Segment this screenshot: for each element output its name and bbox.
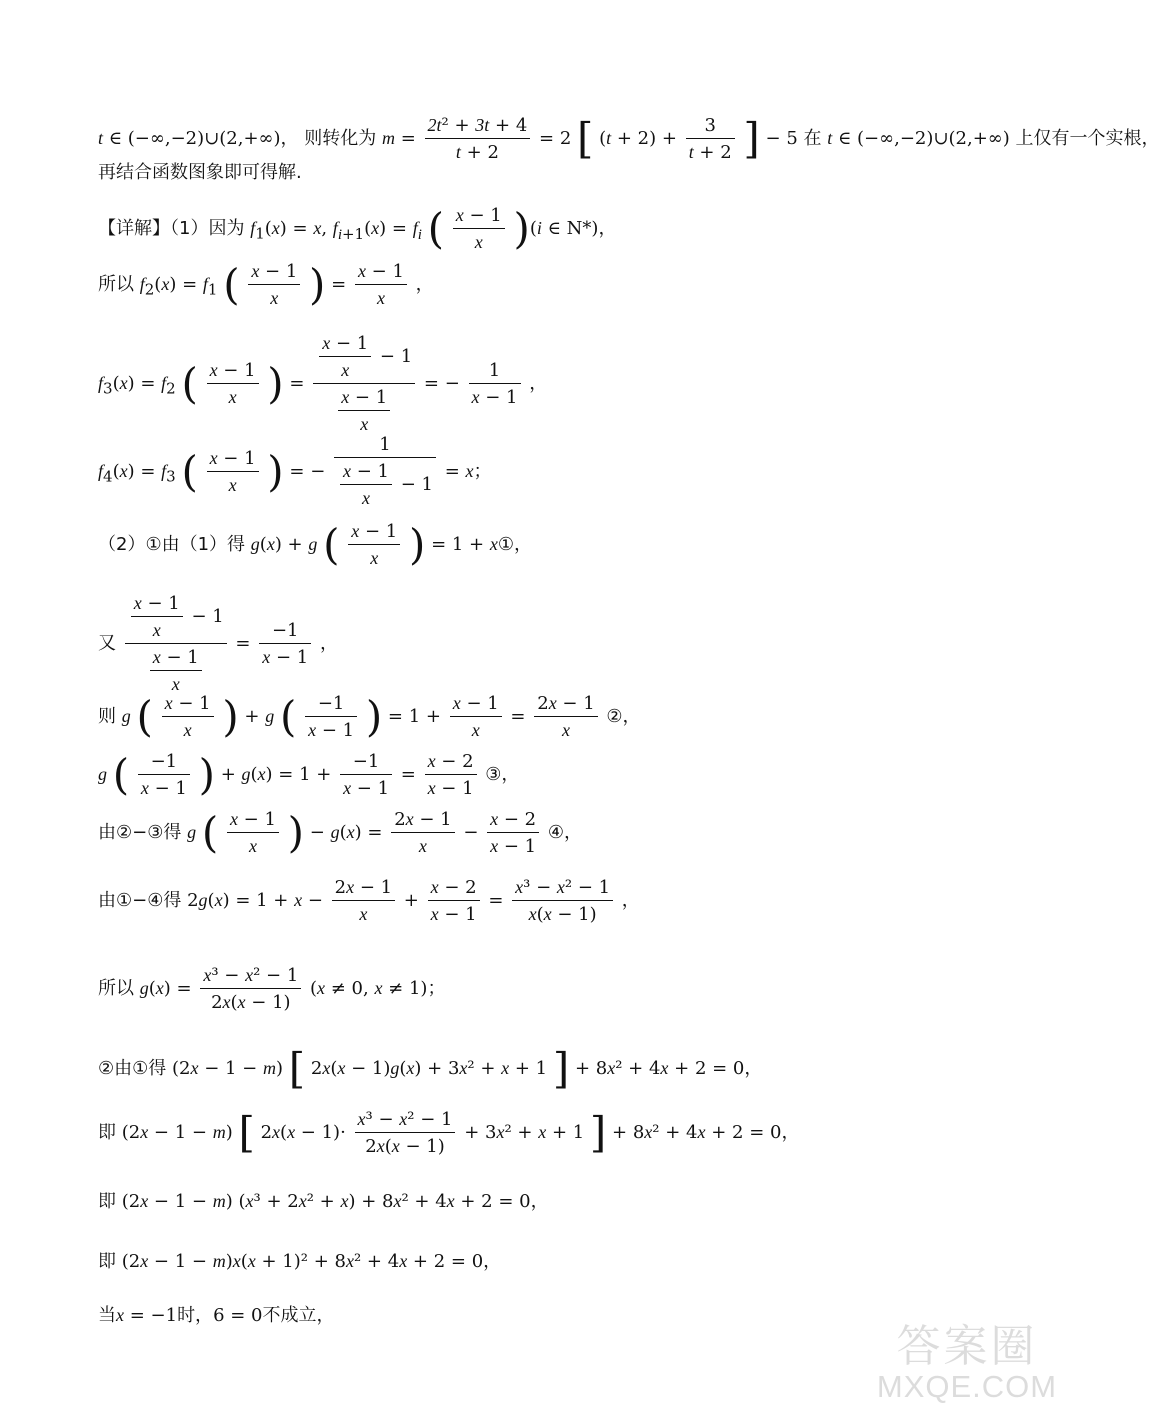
line-4: 所以 $f_2(x) = f_1$ ( $\frac{x - 1}{x}$ ) = $\frac{x - 1}{x}$ ， [98, 260, 434, 309]
watermark [872, 1323, 1062, 1403]
line-18: 当x = −1时，6 = 0不成立， [98, 1305, 335, 1326]
line-8: 又 $\frac{x - 1}{x}$ − 1 $\frac{x - 1}{x}$ = $\frac{-1}{x - 1}$ ， [98, 593, 338, 694]
line-16: 即 (2x − 1 − m) (x³ + 2x² + x) + 8x² + 4x + 2 = 0， [98, 1191, 549, 1212]
line-12: 由①−④得 2g(x) = 1 + x − $\frac{2x - 1}{x}$ + $\frac{x - 2}{x - 1}$ = $\frac{\text{x³ − x² − 1}}{x(x - 1)}$ ， [98, 877, 640, 925]
line-11: 由②−③得 g ( $\frac{x - 1}{x}$ ) − g(x) = $\frac{2x - 1}{x}$ − $\frac{x - 2}{x - 1}$ ④， [98, 808, 582, 857]
line-14: ②由①得 (2x − 1 − m) [ 2x(x − 1)g(x) + 3x² + x + 1 ] + 8x² + 4x + 2 = 0， [98, 1044, 763, 1093]
line-3: 【详解】（1）因为 $f_1(x) = x$, $f_{i+1}(x) = f_i$ ( $\frac{x - 1}{x}$ )(i ∈ N*)， [98, 204, 617, 253]
watermark-top: 答案圈 [896, 1322, 1038, 1371]
line-1: t ∈ (−∞,−2)∪(2,+∞)， 则转化为 m = $\frac{\text{2t² + 3t + 4}}{t + 2}$ = 2 [ (t + 2) + $\frac{3}{t + 2}$ ] − 5 在 t ∈ (−∞,−2)∪(2,+∞) 上仅有一个实根， [98, 114, 1160, 163]
line-7: （2）①由（1）得 g(x) + g ( $\frac{x - 1}{x}$ ) = 1 + x①， [98, 520, 532, 569]
line-10: g ( $\frac{-1}{x - 1}$ ) + g(x) = 1 + $\frac{-1}{x - 1}$ = $\frac{x - 2}{x - 1}$ ③， [98, 750, 520, 799]
watermark-bottom: MXQE.COM [876, 1369, 1058, 1405]
line-5: $f_3(x) = f_2$ ( $\frac{x - 1}{x}$ ) = $\frac{x - 1}{x}$ − 1 $\frac{x - 1}{x}$ = − $\frac{1}{x - 1}$ ， [98, 333, 548, 434]
line-15: 即 (2x − 1 − m) [ 2x(x − 1)· $\frac{\text{x³ − x² − 1}}{2x(x - 1)}$ + 3x² + x + 1 ] + 8x² + 4x + 2 = 0， [98, 1108, 800, 1157]
line-17: 即 (2x − 1 − m)x(x + 1)² + 8x² + 4x + 2 = 0， [98, 1251, 502, 1272]
line-9: 则 g ( $\frac{x - 1}{x}$ ) + g ( $\frac{-1}{x - 1}$ ) = 1 + $\frac{x - 1}{x}$ = $\frac{2x - 1}{x}$ ②， [98, 692, 641, 741]
line-2: 再结合函数图象即可得解. [98, 162, 302, 183]
line-6: $f_4(x) = f_3$ ( $\frac{x - 1}{x}$ ) = − 1 $\frac{x - 1}{x}$ − 1 = x； [98, 434, 492, 508]
line-13: 所以 g(x) = $\frac{\text{x³ − x² − 1}}{2x(x - 1)}$ (x ≠ 0, x ≠ 1)； [98, 965, 446, 1013]
